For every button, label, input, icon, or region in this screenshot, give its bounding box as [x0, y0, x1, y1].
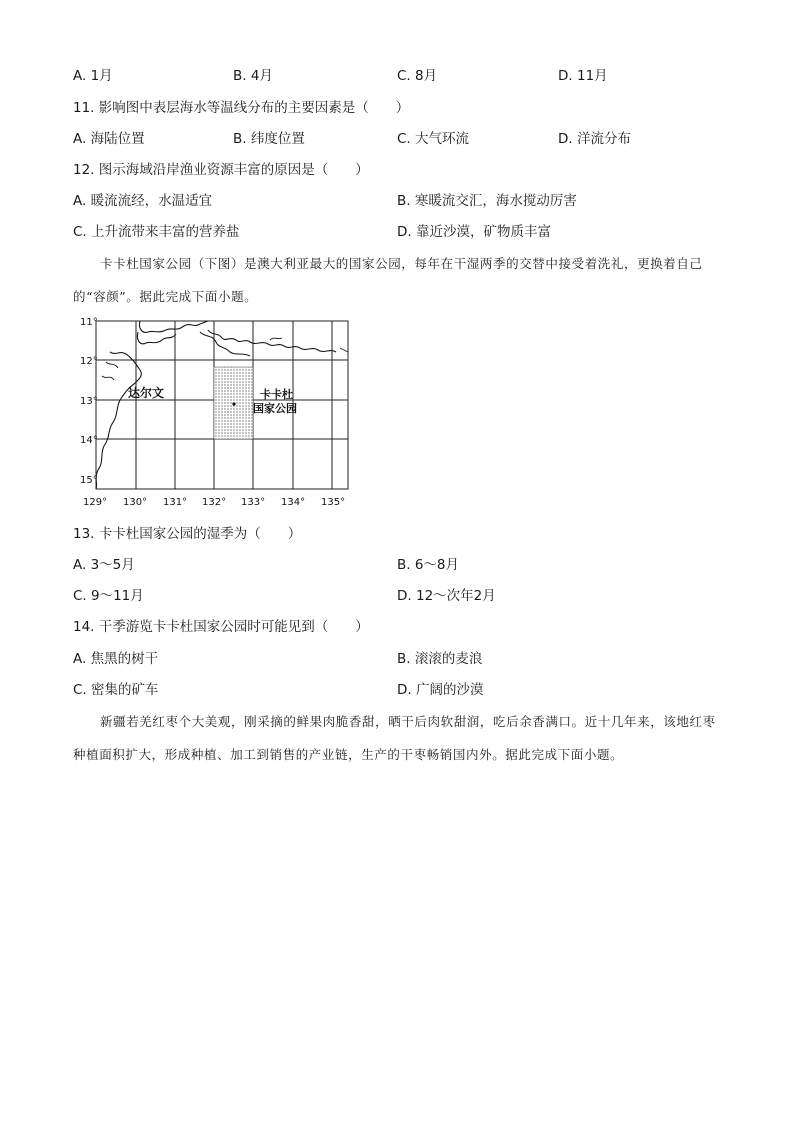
- q12-option-b[interactable]: B. 寒暖流交汇，海水搅动厉害: [397, 193, 577, 209]
- q14-stem: 14. 干季游览卡卡杜国家公园时可能见到（ ）: [73, 619, 369, 635]
- lon-label: 134°: [281, 497, 306, 508]
- lat-label: 15°: [80, 475, 98, 486]
- q13-option-a[interactable]: A. 3～5月: [73, 557, 135, 573]
- q14-option-b[interactable]: B. 滚滚的麦浪: [397, 651, 483, 667]
- q10-option-c[interactable]: C. 8月: [397, 68, 438, 84]
- q11-option-a[interactable]: A. 海陆位置: [73, 131, 145, 147]
- park-center-dot: [232, 402, 235, 405]
- lat-label: 12°: [80, 356, 98, 367]
- q14-option-c[interactable]: C. 密集的矿车: [73, 682, 159, 698]
- q14-option-a[interactable]: A. 焦黑的树干: [73, 651, 159, 667]
- lon-label: 132°: [202, 497, 227, 508]
- lon-label: 130°: [123, 497, 148, 508]
- q13-option-d[interactable]: D. 12～次年2月: [397, 588, 496, 604]
- lon-label: 135°: [321, 497, 346, 508]
- city-label-darwin: 达尔文: [128, 386, 165, 400]
- lon-label: 133°: [241, 497, 266, 508]
- q13-stem: 13. 卡卡杜国家公园的湿季为（ ）: [73, 526, 302, 542]
- q11-option-d[interactable]: D. 洋流分布: [558, 131, 631, 147]
- kakadu-map: [80, 312, 356, 512]
- park-label-2: 国家公园: [253, 402, 297, 415]
- q11-option-c[interactable]: C. 大气环流: [397, 131, 470, 147]
- q13-option-c[interactable]: C. 9～11月: [73, 588, 144, 604]
- lat-label: 13°: [80, 396, 98, 407]
- lat-label: 14°: [80, 435, 98, 446]
- park-label-1: 卡卡杜: [260, 388, 293, 401]
- lon-label: 131°: [163, 497, 188, 508]
- q12-option-d[interactable]: D. 靠近沙漠，矿物质丰富: [397, 224, 551, 240]
- q11-option-b[interactable]: B. 纬度位置: [233, 131, 305, 147]
- q12-option-a[interactable]: A. 暖流流经，水温适宜: [73, 193, 213, 209]
- lon-label: 129°: [83, 497, 108, 508]
- q10-option-d[interactable]: D. 11月: [558, 68, 608, 84]
- q12-stem: 12. 图示海域沿岸渔业资源丰富的原因是（ ）: [73, 162, 369, 178]
- q10-option-b[interactable]: B. 4月: [233, 68, 273, 84]
- lat-label: 11°: [80, 317, 98, 328]
- q12-option-c[interactable]: C. 上升流带来丰富的营养盐: [73, 224, 240, 240]
- q10-option-a[interactable]: A. 1月: [73, 68, 113, 84]
- q14-option-d[interactable]: D. 广阔的沙漠: [397, 682, 484, 698]
- q13-option-b[interactable]: B. 6～8月: [397, 557, 460, 573]
- passage-kakadu: 卡卡杜国家公园（下图）是澳大利亚最大的国家公园，每年在干湿两季的交替中接受着洗礼，更换着自己的“容颜”。据此完成下面小题。: [73, 256, 703, 304]
- q11-stem: 11. 影响图中表层海水等温线分布的主要因素是（ ）: [73, 100, 410, 116]
- passage-xinjiang-dates: 新疆若羌红枣个大美观，刚采摘的鲜果肉脆香甜，晒干后肉软甜润，吃后余香满口。近十几年来，该地红枣种植面积扩大，形成种植、加工到销售的产业链，生产的干枣畅销国内外。据此完成下面小题。: [73, 714, 716, 762]
